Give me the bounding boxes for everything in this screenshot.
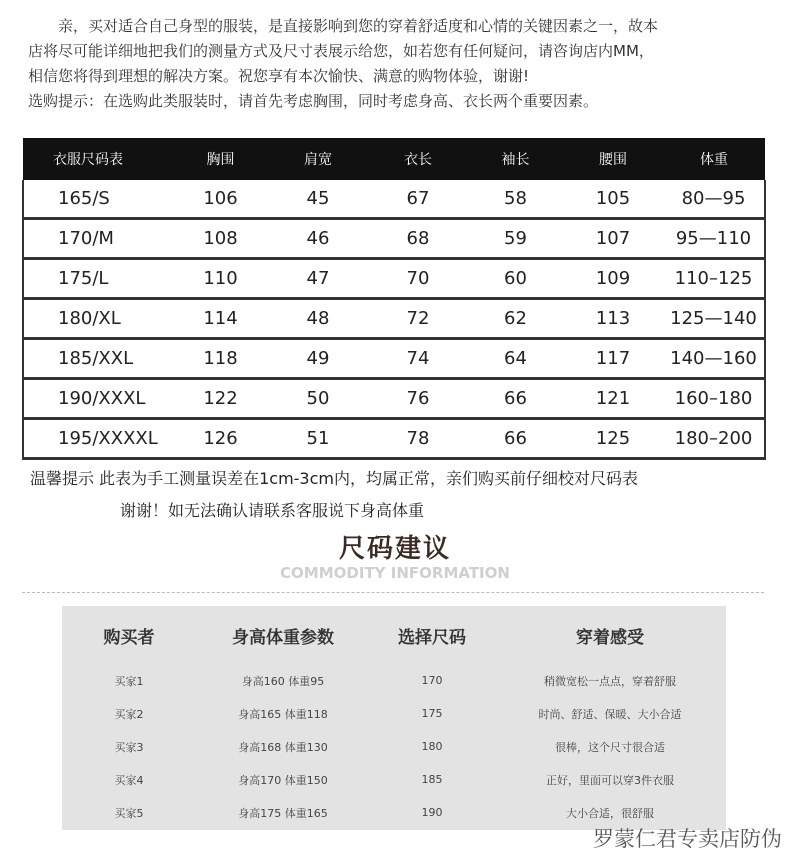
intro-text — [28, 14, 768, 114]
recommend-cell: 身高168 体重130 — [238, 740, 328, 754]
recommend-cell: 买家3 — [114, 740, 144, 754]
size-table-header-cell: 胸围 — [173, 138, 268, 180]
size-table-cell: 51 — [268, 419, 368, 459]
size-table-cell: 108 — [173, 219, 268, 259]
size-table-cell: 175/L — [23, 259, 173, 299]
size-table-cell: 185/XXL — [23, 339, 173, 379]
size-table-cell: 160–180 — [663, 379, 765, 419]
recommend-cell: 很棒，这个尺寸很合适 — [555, 740, 665, 754]
size-table-cell: 118 — [173, 339, 268, 379]
size-table-row — [23, 180, 765, 219]
size-table-cell: 46 — [268, 219, 368, 259]
recommend-title: 尺码建议 — [338, 534, 451, 564]
recommend-subtitle: COMMODITY INFORMATION — [280, 564, 510, 582]
size-table-cell: 78 — [368, 419, 468, 459]
recommend-header-cell: 身高体重参数 — [232, 627, 334, 648]
recommend-cell: 买家1 — [114, 674, 144, 688]
recommend-cell: 185 — [421, 773, 443, 786]
size-table-header-cell: 衣长 — [368, 138, 468, 180]
size-table-cell: 107 — [563, 219, 663, 259]
size-table-cell: 105 — [563, 180, 663, 219]
size-table-cell: 62 — [468, 299, 563, 339]
size-table-row — [23, 299, 765, 339]
size-table-cell: 59 — [468, 219, 563, 259]
size-table-cell: 121 — [563, 379, 663, 419]
size-table-cell: 70 — [368, 259, 468, 299]
size-table-cell: 125—140 — [663, 299, 765, 339]
size-table-cell: 47 — [268, 259, 368, 299]
size-table-row — [23, 259, 765, 299]
tip-line-1: 温馨提示 此表为手工测量误差在1cm-3cm内，均属正常，亲们购买前仔细校对尺码表 — [30, 469, 638, 488]
recommend-cell: 身高170 体重150 — [238, 773, 328, 787]
size-table-cell: 66 — [468, 419, 563, 459]
recommend-cell: 175 — [421, 707, 443, 720]
size-table-cell: 125 — [563, 419, 663, 459]
recommend-cell: 170 — [421, 674, 443, 687]
size-table-header-cell: 肩宽 — [268, 138, 368, 180]
size-table-cell: 117 — [563, 339, 663, 379]
size-table-cell: 126 — [173, 419, 268, 459]
size-table-cell: 72 — [368, 299, 468, 339]
intro-line-1: 亲，买对适合自己身型的服装，是直接影响到您的穿着舒适度和心情的关键因素之一，故本 — [58, 17, 659, 35]
size-table-row — [23, 219, 765, 259]
recommend-header-cell: 穿着感受 — [576, 627, 644, 648]
recommend-table-header — [62, 606, 726, 664]
recommend-cell: 买家4 — [114, 773, 144, 787]
recommend-cell: 190 — [421, 806, 443, 819]
recommend-row — [62, 763, 726, 796]
size-table-header-cell: 衣服尺码表 — [23, 138, 173, 180]
intro-line-3: 相信您将得到理想的解决方案。祝您享有本次愉快、满意的购物体验，谢谢! — [28, 67, 530, 85]
recommend-cell: 身高160 体重95 — [241, 674, 325, 688]
tip-line-2: 谢谢！如无法确认请联系客服说下身高体重 — [120, 501, 425, 520]
size-table-cell: 64 — [468, 339, 563, 379]
recommend-cell: 时尚、舒适、保暖、大小合适 — [538, 707, 682, 721]
recommend-row — [62, 730, 726, 763]
recommend-cell: 180 — [421, 740, 443, 753]
size-table-cell: 67 — [368, 180, 468, 219]
size-table-cell: 140—160 — [663, 339, 765, 379]
size-table-cell: 165/S — [23, 180, 173, 219]
size-table-cell: 106 — [173, 180, 268, 219]
size-table-header — [23, 138, 765, 180]
size-table-cell: 122 — [173, 379, 268, 419]
size-table-row — [23, 379, 765, 419]
recommend-cell: 身高175 体重165 — [238, 806, 328, 820]
size-table-cell: 66 — [468, 379, 563, 419]
watermark-text: 罗蒙仁君专卖店防伪 — [593, 827, 782, 851]
size-table-cell: 109 — [563, 259, 663, 299]
divider — [22, 592, 764, 593]
intro-line-4: 选购提示：在选购此类服装时，请首先考虑胸围，同时考虑身高、衣长两个重要因素。 — [28, 92, 599, 110]
size-table-cell: 190/XXXL — [23, 379, 173, 419]
recommend-cell: 身高165 体重118 — [238, 707, 328, 721]
size-table-header-cell: 腰围 — [563, 138, 663, 180]
size-table-cell: 110 — [173, 259, 268, 299]
size-table-header-cell: 袖长 — [468, 138, 563, 180]
size-table-cell: 113 — [563, 299, 663, 339]
recommend-table — [62, 606, 726, 829]
size-table-row — [23, 419, 765, 459]
size-table-cell: 45 — [268, 180, 368, 219]
size-table-cell: 114 — [173, 299, 268, 339]
recommend-row — [62, 697, 726, 730]
recommend-cell: 买家5 — [114, 806, 144, 820]
size-table-cell: 180–200 — [663, 419, 765, 459]
recommend-cell: 正好，里面可以穿3件衣服 — [546, 773, 674, 787]
size-table-cell: 195/XXXXL — [23, 419, 173, 459]
recommend-header-cell: 选择尺码 — [398, 627, 466, 648]
recommend-cell: 稍微宽松一点点，穿着舒服 — [544, 674, 676, 688]
size-table-cell: 170/M — [23, 219, 173, 259]
size-table-cell: 58 — [468, 180, 563, 219]
size-table-cell: 80—95 — [663, 180, 765, 219]
size-table-cell: 74 — [368, 339, 468, 379]
intro-line-2: 店将尽可能详细地把我们的测量方式及尺寸表展示给您，如若您有任何疑问，请咨询店内MM， — [28, 42, 654, 60]
size-chart-table — [22, 138, 766, 460]
size-table-cell: 110–125 — [663, 259, 765, 299]
size-table-row — [23, 339, 765, 379]
recommend-row — [62, 664, 726, 697]
size-table-cell: 95—110 — [663, 219, 765, 259]
recommend-cell: 买家2 — [114, 707, 144, 721]
size-table-cell: 60 — [468, 259, 563, 299]
size-table-cell: 50 — [268, 379, 368, 419]
size-table-header-cell: 体重 — [663, 138, 765, 180]
recommend-cell: 大小合适，很舒服 — [566, 806, 654, 820]
size-table-cell: 76 — [368, 379, 468, 419]
size-table-cell: 68 — [368, 219, 468, 259]
recommend-header-cell: 购买者 — [103, 627, 155, 648]
size-table-cell: 48 — [268, 299, 368, 339]
size-table-cell: 180/XL — [23, 299, 173, 339]
size-table-cell: 49 — [268, 339, 368, 379]
